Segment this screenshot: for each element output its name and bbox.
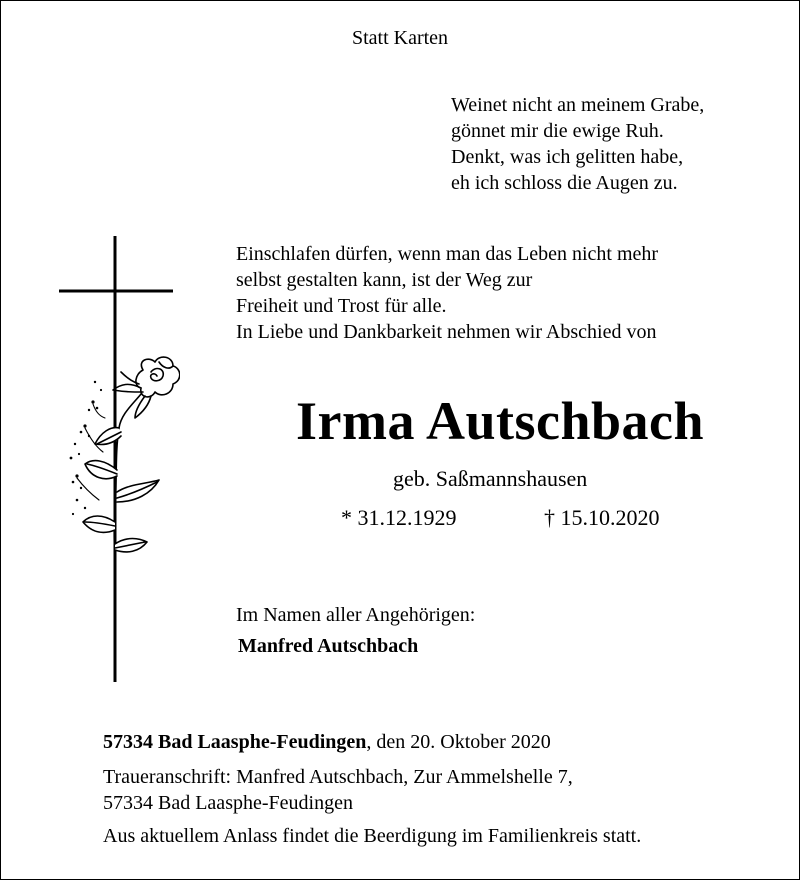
- intro-line: selbst gestalten kann, ist der Weg zur: [236, 269, 533, 291]
- address-line: 57334 Bad Laasphe-Feudingen: [103, 792, 353, 814]
- address-line: Traueranschrift: Manfred Autschbach, Zur Ammelshelle 7,: [103, 766, 573, 788]
- on-behalf-label: Im Namen aller Angehörigen:: [236, 604, 476, 626]
- poem-line: gönnet mir die ewige Ruh.: [451, 120, 664, 142]
- header-statt-karten: Statt Karten: [351, 27, 449, 49]
- date: , den 20. Oktober 2020: [366, 731, 551, 753]
- poem: [451, 92, 704, 196]
- place: 57334 Bad Laasphe-Feudingen: [103, 731, 367, 753]
- intro-text: [236, 241, 658, 345]
- deceased-name: Irma Autschbach: [296, 391, 705, 451]
- poem-line: Weinet nicht an meinem Grabe,: [451, 94, 705, 116]
- intro-line: Einschlafen dürfen, wenn man das Leben nicht mehr: [236, 243, 659, 265]
- mourning-address: [103, 764, 573, 816]
- birth-date: * 31.12.1929: [341, 505, 457, 530]
- death-date: † 15.10.2020: [544, 505, 660, 530]
- place-date: [103, 731, 551, 754]
- birth-name: geb. Saßmannshausen: [393, 466, 588, 491]
- funeral-notice: Aus aktuellem Anlass findet die Beerdigung im Familienkreis statt.: [103, 825, 642, 847]
- poem-line: Denkt, was ich gelitten habe,: [451, 146, 684, 168]
- signer-name: Manfred Autschbach: [238, 635, 419, 657]
- cross-icon: [55, 232, 180, 684]
- intro-line: Freiheit und Trost für alle.: [236, 295, 447, 317]
- intro-line: In Liebe und Dankbarkeit nehmen wir Abschied von: [236, 321, 657, 343]
- rose-icon: [77, 357, 180, 572]
- poem-line: eh ich schloss die Augen zu.: [451, 172, 678, 194]
